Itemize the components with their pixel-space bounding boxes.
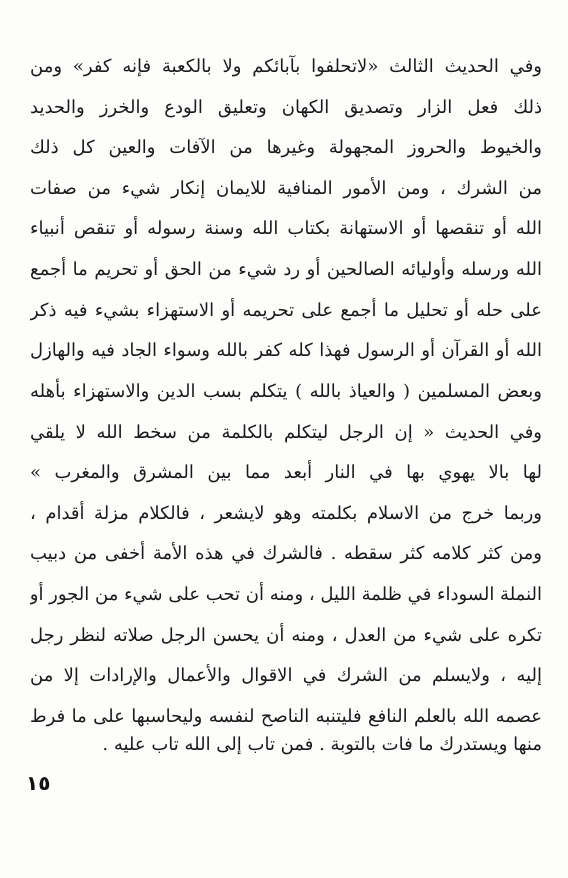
text-line: على حله أو تحليل ما أجمع على تحريمه أو الاستهزاء بشيء فيه ذكر — [30, 300, 542, 321]
text-line: والخيوط والحروز المجهولة وغيرها من الآفات والعين كل ذلك — [30, 137, 542, 158]
text-line: تكره على شيء من العدل ، ومنه أن يحسن الرجل صلاته لنظر رجل — [30, 625, 542, 646]
text-line: الله أو تنقصها أو الاستهانة بكتاب الله وسنة رسوله أو تنقص أنبياء — [30, 218, 542, 239]
text-line: عصمه الله بالعلم النافع فليتنبه الناصح لنفسه وليحاسبها على ما فرط — [30, 706, 542, 727]
text-line: الله أو القرآن أو الرسول فهذا كله كفر بالله وسواء الجاد فيه والهازل — [30, 340, 542, 361]
text-line: من الشرك ، ومن الأمور المنافية للايمان إنكار شيء من صفات — [30, 178, 542, 199]
text-line: إليه ، ولايسلم من الشرك في الاقوال والأعمال والإرادات إلا من — [30, 665, 542, 686]
text-line: وربما خرج من الاسلام بكلمته وهو لايشعر ، فالكلام مزلة أقدام ، — [30, 503, 542, 524]
text-line: وفي الحديث « إن الرجل ليتكلم بالكلمة من سخط الله لا يلقي — [30, 422, 542, 443]
text-line: وفي الحديث الثالث «لاتحلفوا بآبائكم ولا بالكعبة فإنه كفر» ومن — [30, 56, 542, 77]
text-line: ومن كثر كلامه كثر سقطه . فالشرك في هذه الأمة أخفى من دبيب — [30, 543, 542, 564]
text-line: منها ويستدرك ما فات بالتوبة . فمن تاب إلى الله تاب عليه . — [102, 734, 542, 755]
text-line: الله ورسله وأوليائه الصالحين أو رد شيء من الحق أو تحريم ما أجمع — [30, 259, 542, 280]
page-number: ١٥ — [26, 771, 51, 795]
text-line: ذلك فعل الزار وتصديق الكهان وتعليق الودع والخرز والحديد — [30, 97, 542, 118]
text-line: لها بالا يهوي بها في النار أبعد مما بين المشرق والمغرب » — [30, 462, 542, 483]
text-line: وبعض المسلمين ( والعياذ بالله ) يتكلم بسب الدين والاستهزاء بأهله — [30, 381, 542, 402]
text-line: النملة السوداء في ظلمة الليل ، ومنه أن تحب على شيء من الجور أو — [30, 584, 542, 605]
